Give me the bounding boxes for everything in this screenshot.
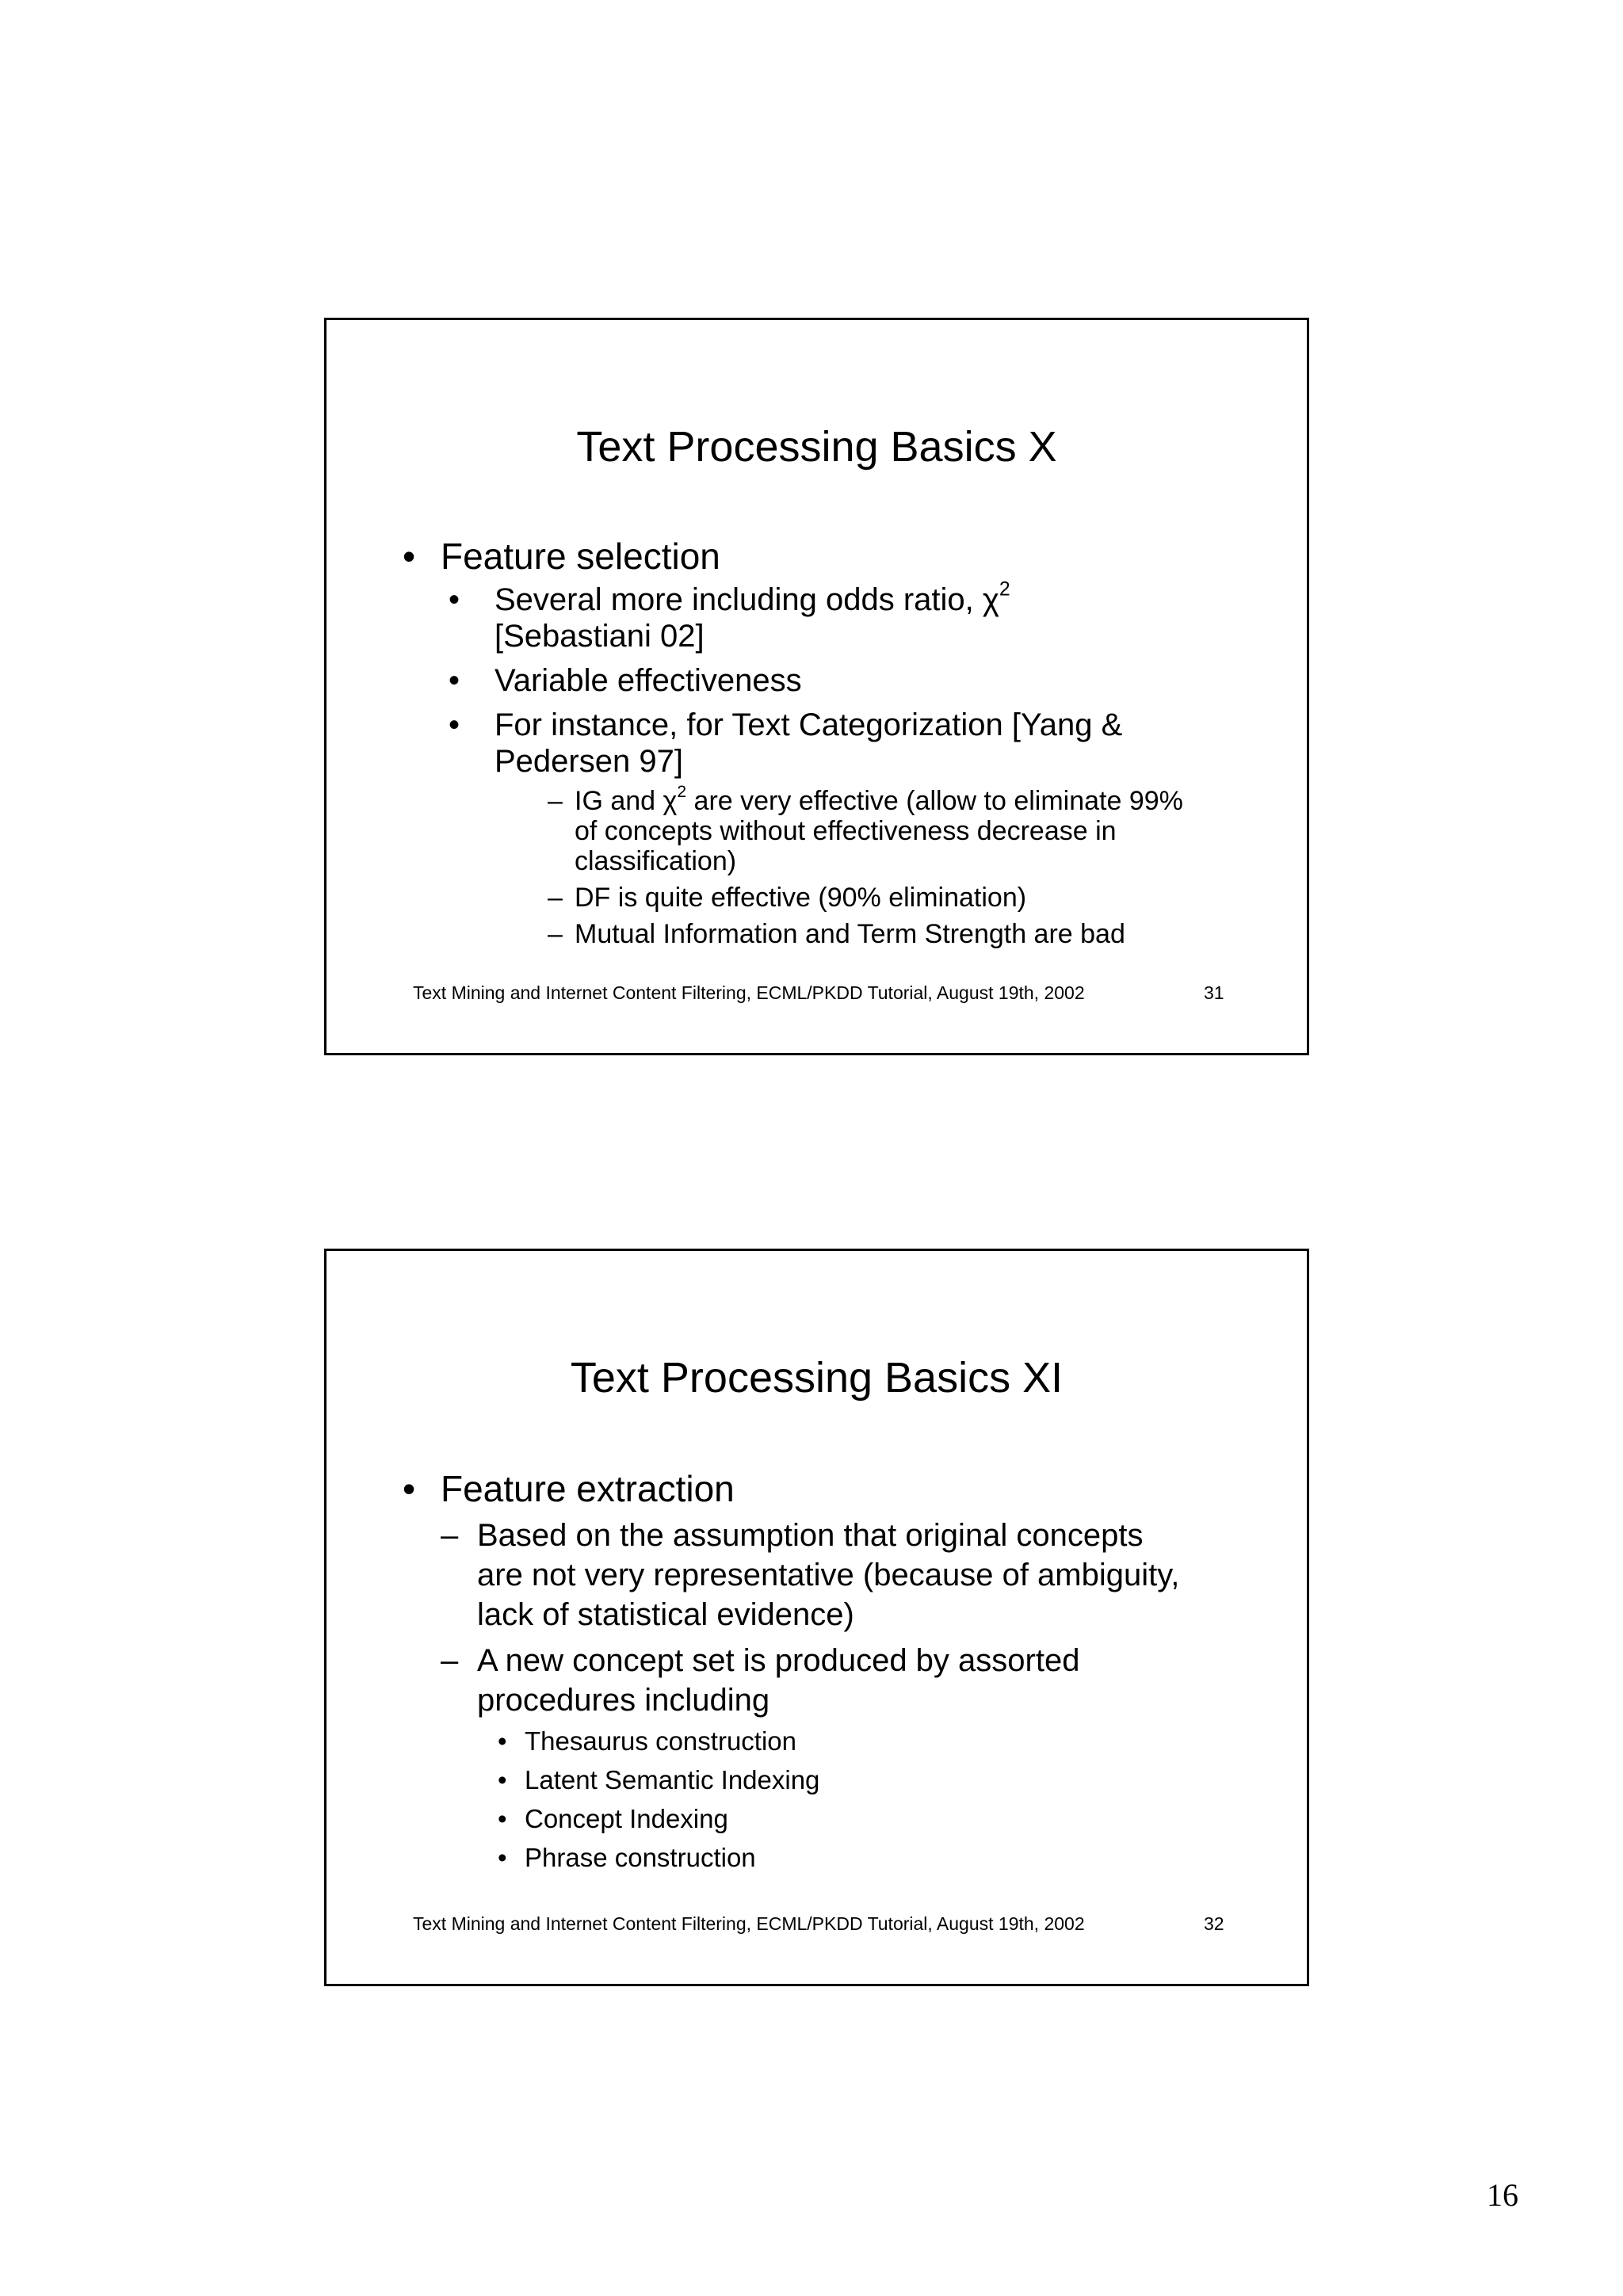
page-number: 16 bbox=[1487, 2177, 1518, 2213]
chi-symbol: χ bbox=[982, 582, 999, 617]
slide-footer: Text Mining and Internet Content Filtering, ECML/PKDD Tutorial, August 19th, 2002 bbox=[413, 982, 1085, 1003]
dash-marker: – bbox=[548, 883, 563, 913]
bullet-thesaurus: • Thesaurus construction bbox=[498, 1726, 797, 1756]
chi-symbol: χ bbox=[663, 786, 678, 816]
bullet-marker: • bbox=[449, 663, 460, 698]
bullet-marker: • bbox=[498, 1804, 507, 1833]
slide-content bbox=[403, 534, 1243, 949]
slide-content bbox=[403, 1466, 1243, 1873]
bullet-marker: • bbox=[498, 1765, 507, 1794]
dash-df: – DF is quite effective (90% elimination) bbox=[548, 883, 1027, 913]
slide-footer: Text Mining and Internet Content Filtering, ECML/PKDD Tutorial, August 19th, 2002 bbox=[413, 1913, 1085, 1934]
bullet-feature-extraction: • Feature extraction bbox=[403, 1468, 735, 1509]
bullet-feature-selection: • Feature selection bbox=[403, 536, 720, 577]
slide-number: 32 bbox=[1204, 1913, 1224, 1934]
bullet-marker: • bbox=[449, 582, 460, 617]
dash-marker: – bbox=[441, 1518, 459, 1553]
dash-marker: – bbox=[548, 786, 563, 816]
bullet-marker: • bbox=[403, 536, 416, 577]
slide-number: 31 bbox=[1204, 982, 1224, 1003]
bullet-lsi: • Latent Semantic Indexing bbox=[498, 1765, 820, 1794]
slide-31 bbox=[324, 318, 1309, 1055]
slide-32 bbox=[324, 1249, 1309, 1986]
dash-marker: – bbox=[441, 1643, 459, 1678]
bullet-marker: • bbox=[498, 1843, 507, 1872]
slide-title: Text Processing Basics XI bbox=[570, 1354, 1064, 1402]
bullet-variable-effectiveness: • Variable effectiveness bbox=[449, 663, 802, 698]
dash-new-concept-set: – A new concept set is produced by assorted procedures including bbox=[441, 1641, 1243, 1720]
dash-marker: – bbox=[548, 919, 563, 949]
bullet-odds-ratio: • Several more including odds ratio, $\chi^2$ [Sebastiani 02] bbox=[449, 578, 1010, 654]
bullet-marker: • bbox=[449, 707, 460, 742]
dash-assumption: – Based on the assumption that original concepts are not very representative (because of ambiguity, lack of statistical evidence) bbox=[441, 1516, 1243, 1634]
dash-mutual-information: – Mutual Information and Term Strength are bad bbox=[548, 919, 1125, 949]
bullet-phrase-construction: • Phrase construction bbox=[498, 1843, 756, 1872]
bullet-marker: • bbox=[498, 1726, 507, 1756]
bullet-marker: • bbox=[403, 1468, 416, 1509]
dash-ig-chi: – IG and $\chi^2$ are very effective (allow to eliminate 99% of concepts without effectiveness decrease in classification) bbox=[548, 783, 1183, 876]
bullet-concept-indexing: • Concept Indexing bbox=[498, 1804, 728, 1833]
slide-title: Text Processing Basics X bbox=[576, 423, 1057, 471]
bullet-text-categorization: • For instance, for Text Categorization [Yang & Pedersen 97] bbox=[449, 707, 1123, 779]
